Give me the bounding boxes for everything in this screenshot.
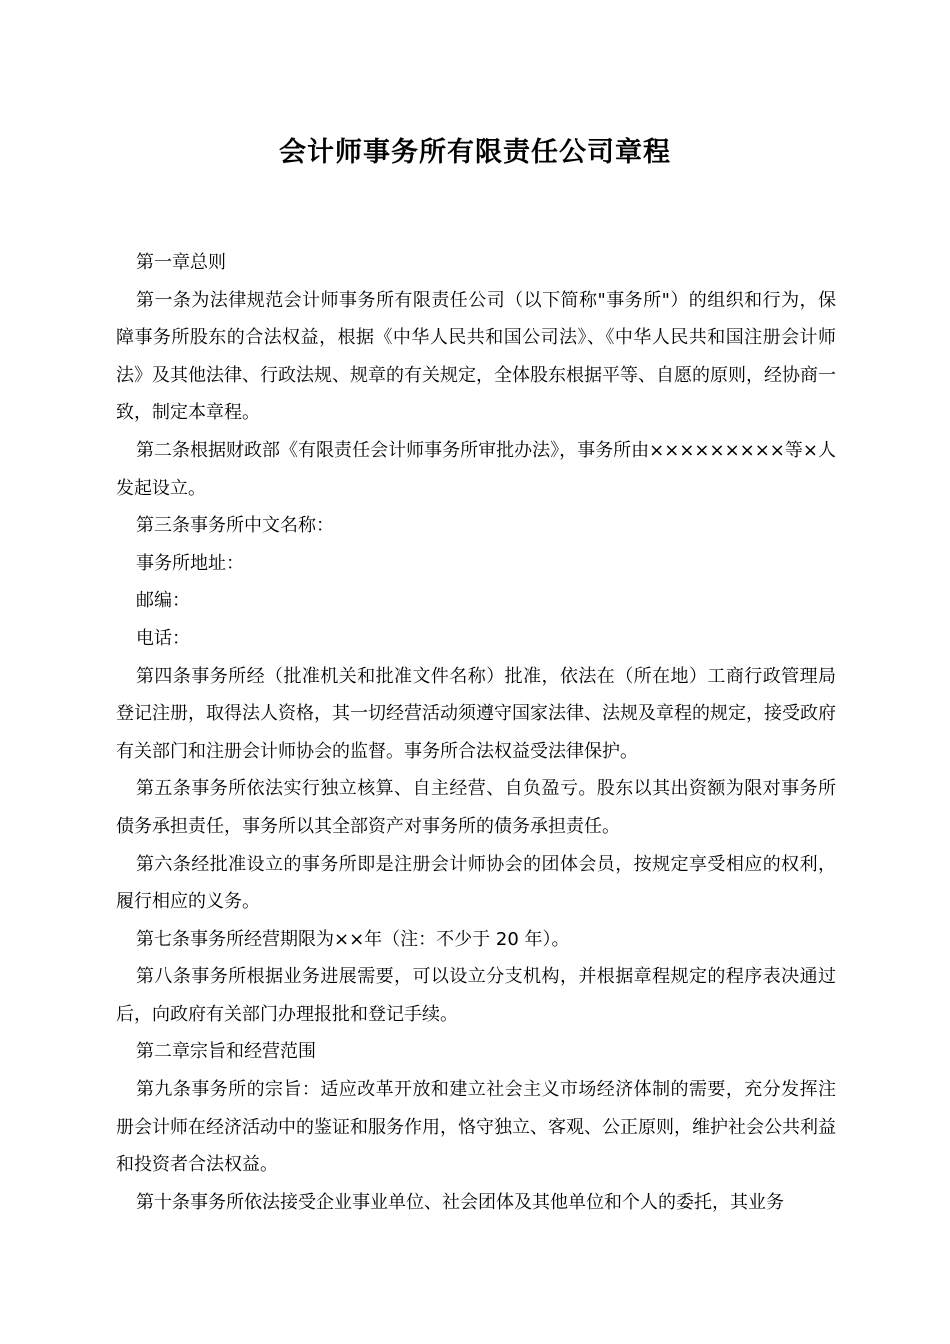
article-paragraph: 第八条事务所根据业务进展需要，可以设立分支机构，并根据章程规定的程序表决通过后，向政府有关部门办理报批和登记手续。	[116, 966, 836, 1025]
chapter-heading: 第一章总则	[136, 252, 226, 273]
article-paragraph: 第五条事务所依法实行独立核算、自主经营、自负盈亏。股东以其出资额为限对事务所债务承担责任，事务所以其全部资产对事务所的债务承担责任。	[116, 778, 836, 837]
article-paragraph: 第九条事务所的宗旨：适应改革开放和建立社会主义市场经济体制的需要，充分发挥注册会计师在经济活动中的鉴证和服务作用，恪守独立、客观、公正原则，维护社会公共利益和投资者合法权益。	[116, 1079, 836, 1176]
article-paragraph: 第七条事务所经营期限为××年（注：不少于 20 年）。	[136, 928, 570, 950]
article-paragraph: 第三条事务所中文名称：	[136, 515, 334, 537]
article-paragraph: 第二条根据财政部《有限责任会计师事务所审批办法》，事务所由×××××××××等×人发起设立。	[116, 439, 836, 499]
field-line: 电话：	[136, 627, 190, 649]
field-line: 事务所地址：	[136, 552, 244, 574]
article-paragraph: 第一条为法律规范会计师事务所有限责任公司（以下简称"事务所"）的组织和行为，保障事务所股东的合法权益，根据《中华人民共和国公司法》、《中华人民共和国注册会计师法》及其他法律、行政法规、规章的有关规定，全体股东根据平等、自愿的原则，经协商一致，制定本章程。	[116, 289, 836, 424]
chapter-heading: 第二章宗旨和经营范围	[136, 1041, 316, 1063]
document-body	[116, 244, 836, 1221]
article-paragraph: 第六条经批准设立的事务所即是注册会计师协会的团体会员，按规定享受相应的权利，履行相应的义务。	[116, 853, 836, 913]
field-line: 邮编：	[136, 590, 190, 612]
article-paragraph: 第十条事务所依法接受企业事业单位、社会团体及其他单位和个人的委托，其业务	[136, 1191, 784, 1213]
article-paragraph: 第四条事务所经（批准机关和批准文件名称）批准，依法在（所在地）工商行政管理局登记注册，取得法人资格，其一切经营活动须遵守国家法律、法规及章程的规定，接受政府有关部门和注册会计师协会的监督。事务所合法权益受法律保护。	[116, 665, 836, 762]
document-title: 会计师事务所有限责任公司章程	[279, 137, 671, 168]
